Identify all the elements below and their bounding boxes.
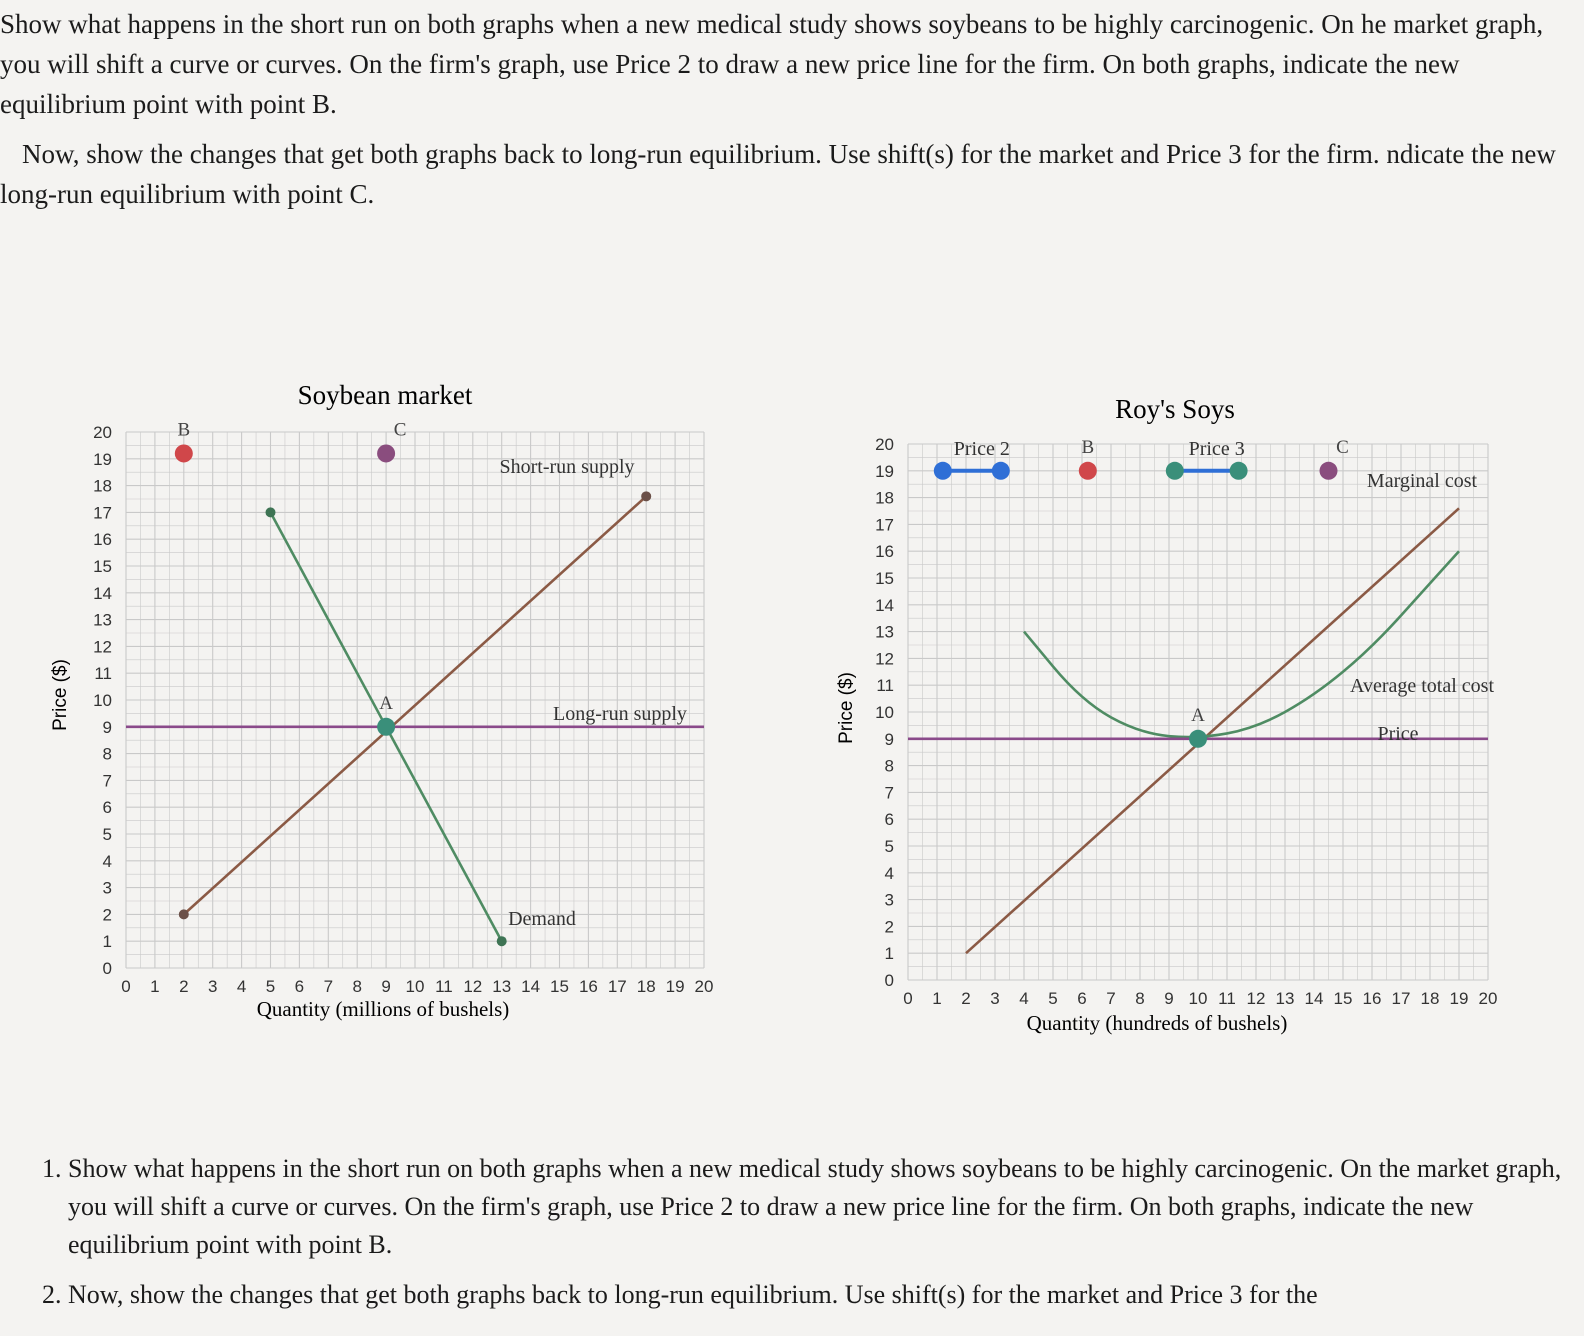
market-x-tick-label: 18 bbox=[636, 977, 656, 996]
market-x-tick-label: 2 bbox=[179, 977, 189, 996]
market-point-c[interactable] bbox=[377, 444, 395, 462]
firm-x-tick-label: 5 bbox=[1048, 989, 1058, 1008]
market-y-tick-label: 9 bbox=[102, 717, 112, 737]
market-x-tick-label: 15 bbox=[550, 977, 569, 996]
market-y-tick-label: 16 bbox=[93, 530, 112, 550]
market-y-tick-label: 18 bbox=[93, 476, 112, 496]
firm-x-tick-label: 10 bbox=[1188, 989, 1208, 1008]
firm-y-tick-label: 14 bbox=[875, 595, 894, 615]
firm-y-tick-label: 15 bbox=[875, 569, 894, 588]
firm-x-tick-label: 15 bbox=[1333, 989, 1353, 1008]
market-xlabel: Quantity (millions of bushels) bbox=[256, 997, 510, 1021]
market-x-tick-label: 8 bbox=[352, 977, 362, 996]
firm-price-tool-handle[interactable] bbox=[934, 462, 952, 480]
market-point-label: B bbox=[177, 419, 191, 441]
market-x-tick-label: 5 bbox=[265, 977, 276, 996]
firm-x-tick-label: 9 bbox=[1164, 989, 1174, 1008]
firm-x-tick-label: 18 bbox=[1420, 989, 1440, 1008]
firm-y-tick-label: 0 bbox=[884, 971, 894, 990]
firm-point-label: A bbox=[1191, 704, 1205, 726]
market-y-tick-label: 14 bbox=[93, 583, 112, 603]
firm-x-tick-label: 20 bbox=[1478, 989, 1498, 1008]
market-x-tick-label: 16 bbox=[578, 977, 598, 996]
firm-y-tick-label: 10 bbox=[875, 703, 894, 722]
firm-series-label: Average total cost bbox=[1349, 675, 1495, 697]
market-title: Soybean market bbox=[297, 380, 473, 410]
market-point-label: A bbox=[379, 692, 393, 714]
firm-title: Roy's Soys bbox=[1115, 394, 1235, 424]
firm-point-b[interactable] bbox=[1079, 462, 1097, 480]
market-series-endpoint[interactable] bbox=[641, 491, 651, 501]
market-series-label: Long-run supply bbox=[553, 703, 687, 725]
market-x-tick-label: 7 bbox=[323, 977, 334, 996]
market-x-tick-label: 4 bbox=[236, 977, 247, 996]
firm-x-tick-label: 17 bbox=[1391, 989, 1411, 1008]
firm-y-tick-label: 18 bbox=[875, 488, 894, 508]
firm-x-tick-label: 16 bbox=[1362, 989, 1382, 1008]
market-x-tick-label: 3 bbox=[207, 977, 218, 996]
market-y-tick-label: 6 bbox=[102, 798, 112, 818]
firm-y-tick-label: 13 bbox=[875, 622, 894, 642]
market-x-tick-label: 20 bbox=[694, 977, 714, 996]
market-series-label: Short-run supply bbox=[499, 456, 635, 478]
firm-y-tick-label: 4 bbox=[884, 863, 894, 883]
market-x-tick-label: 0 bbox=[121, 977, 131, 996]
market-y-tick-label: 20 bbox=[93, 423, 112, 442]
firm-x-tick-label: 1 bbox=[932, 989, 942, 1008]
firm-y-tick-label: 2 bbox=[884, 917, 894, 937]
market-y-tick-label: 17 bbox=[93, 503, 112, 523]
firm-x-tick-label: 2 bbox=[961, 989, 971, 1008]
market-x-tick-label: 10 bbox=[405, 977, 425, 996]
firm-x-tick-label: 6 bbox=[1077, 989, 1087, 1008]
firm-point-a[interactable] bbox=[1189, 730, 1207, 748]
firm-x-tick-label: 8 bbox=[1135, 989, 1145, 1008]
firm-point-label: B bbox=[1081, 436, 1095, 458]
market-x-tick-label: 11 bbox=[435, 977, 453, 996]
firm-x-tick-label: 4 bbox=[1019, 989, 1029, 1008]
firm-y-tick-label: 17 bbox=[875, 515, 894, 535]
market-y-tick-label: 11 bbox=[94, 664, 112, 684]
firm-price-tool-label: Price 3 bbox=[1188, 437, 1245, 460]
market-series-endpoint[interactable] bbox=[179, 909, 189, 919]
firm-y-tick-label: 7 bbox=[884, 783, 894, 803]
firm-x-tick-label: 19 bbox=[1449, 989, 1469, 1008]
steps-list bbox=[28, 1150, 1584, 1326]
firm-x-tick-label: 11 bbox=[1218, 989, 1236, 1008]
market-x-tick-label: 12 bbox=[463, 977, 483, 996]
instruction-paragraph-1: Show what happens in the short run on both graphs when a new medical study shows soybeans to be highly carcinogenic. On he market graph, you will shift a curve or curves. On the firm's graph, use Price 2 to draw a new price line for the firm. On both graphs, indicate the new equilibrium point with point B. bbox=[0, 9, 1544, 119]
market-series-label: Demand bbox=[508, 908, 576, 930]
market-point-a[interactable] bbox=[377, 718, 395, 736]
firm-ylabel: Price ($) bbox=[836, 672, 857, 744]
firm-y-tick-label: 1 bbox=[884, 944, 894, 964]
market-y-tick-label: 10 bbox=[93, 691, 112, 710]
firm-x-tick-label: 13 bbox=[1275, 989, 1295, 1008]
firm-series-label: Price bbox=[1377, 723, 1419, 745]
market-point-label: C bbox=[393, 419, 407, 441]
firm-x-tick-label: 7 bbox=[1106, 989, 1116, 1008]
market-y-tick-label: 19 bbox=[93, 449, 112, 469]
market-x-tick-label: 9 bbox=[381, 977, 391, 996]
firm-series-label: Marginal cost bbox=[1366, 470, 1478, 492]
firm-y-tick-label: 19 bbox=[875, 461, 894, 481]
firm-y-tick-label: 8 bbox=[884, 756, 894, 776]
firm-price-tool-handle[interactable] bbox=[1230, 462, 1248, 480]
market-y-tick-label: 7 bbox=[102, 771, 112, 791]
firm-y-tick-label: 20 bbox=[875, 435, 894, 454]
market-y-tick-label: 13 bbox=[93, 610, 112, 630]
firm-x-tick-label: 3 bbox=[990, 989, 1000, 1008]
step-item: 1. Show what happens in the short run on both graphs when a new medical study shows soybeans to be highly carcinogenic. On the market graph, you will shift a curve or curves. On the firm's graph, use Price 2 to draw a new price line for the firm. On both graphs, indicate the new equilibrium point with point B. bbox=[68, 1150, 1584, 1264]
firm-point-c[interactable] bbox=[1320, 462, 1338, 480]
firm-y-tick-label: 12 bbox=[875, 649, 894, 669]
market-y-tick-label: 8 bbox=[102, 744, 112, 764]
firm-y-tick-label: 5 bbox=[884, 837, 894, 856]
firm-y-tick-label: 3 bbox=[884, 890, 894, 910]
firm-price-tool-handle[interactable] bbox=[992, 462, 1010, 480]
market-x-tick-label: 1 bbox=[150, 977, 160, 996]
instruction-paragraph-2: Now, show the changes that get both graphs back to long-run equilibrium. Use shift(s) for the market and Price 3 for the firm. ndicate the new long-run equilibrium with point C. bbox=[0, 139, 1556, 209]
market-x-tick-label: 17 bbox=[607, 977, 627, 996]
firm-y-tick-label: 16 bbox=[875, 542, 894, 562]
firm-graph bbox=[836, 394, 1497, 1035]
market-y-tick-label: 1 bbox=[102, 932, 112, 952]
market-ylabel: Price ($) bbox=[50, 659, 71, 731]
market-graph bbox=[50, 380, 713, 1021]
market-y-tick-label: 5 bbox=[102, 825, 112, 844]
firm-y-tick-label: 9 bbox=[884, 729, 894, 749]
firm-price-tool-label: Price 2 bbox=[953, 437, 1010, 460]
firm-x-tick-label: 12 bbox=[1246, 989, 1266, 1008]
market-y-tick-label: 15 bbox=[93, 557, 112, 576]
firm-x-tick-label: 0 bbox=[903, 989, 913, 1008]
market-x-tick-label: 19 bbox=[665, 977, 685, 996]
firm-xlabel: Quantity (hundreds of bushels) bbox=[1026, 1011, 1288, 1035]
market-series-endpoint[interactable] bbox=[266, 507, 276, 517]
market-y-tick-label: 4 bbox=[102, 851, 112, 871]
market-x-tick-label: 14 bbox=[521, 977, 541, 996]
market-x-tick-label: 13 bbox=[492, 977, 512, 996]
firm-y-tick-label: 11 bbox=[876, 676, 894, 696]
market-y-tick-label: 12 bbox=[93, 637, 112, 657]
firm-price-tool-handle[interactable] bbox=[1166, 462, 1184, 480]
market-y-tick-label: 0 bbox=[102, 959, 112, 978]
market-point-b[interactable] bbox=[175, 444, 193, 462]
market-y-tick-label: 2 bbox=[102, 905, 112, 925]
market-series-endpoint[interactable] bbox=[497, 936, 507, 946]
firm-y-tick-label: 6 bbox=[884, 810, 894, 830]
firm-point-label: C bbox=[1336, 436, 1349, 458]
market-y-tick-label: 3 bbox=[102, 878, 112, 898]
firm-x-tick-label: 14 bbox=[1304, 989, 1324, 1008]
step-item: 2. Now, show the changes that get both graphs back to long-run equilibrium. Use shift(s) for the market and Price 3 for the bbox=[68, 1276, 1584, 1314]
market-x-tick-label: 6 bbox=[294, 977, 305, 996]
